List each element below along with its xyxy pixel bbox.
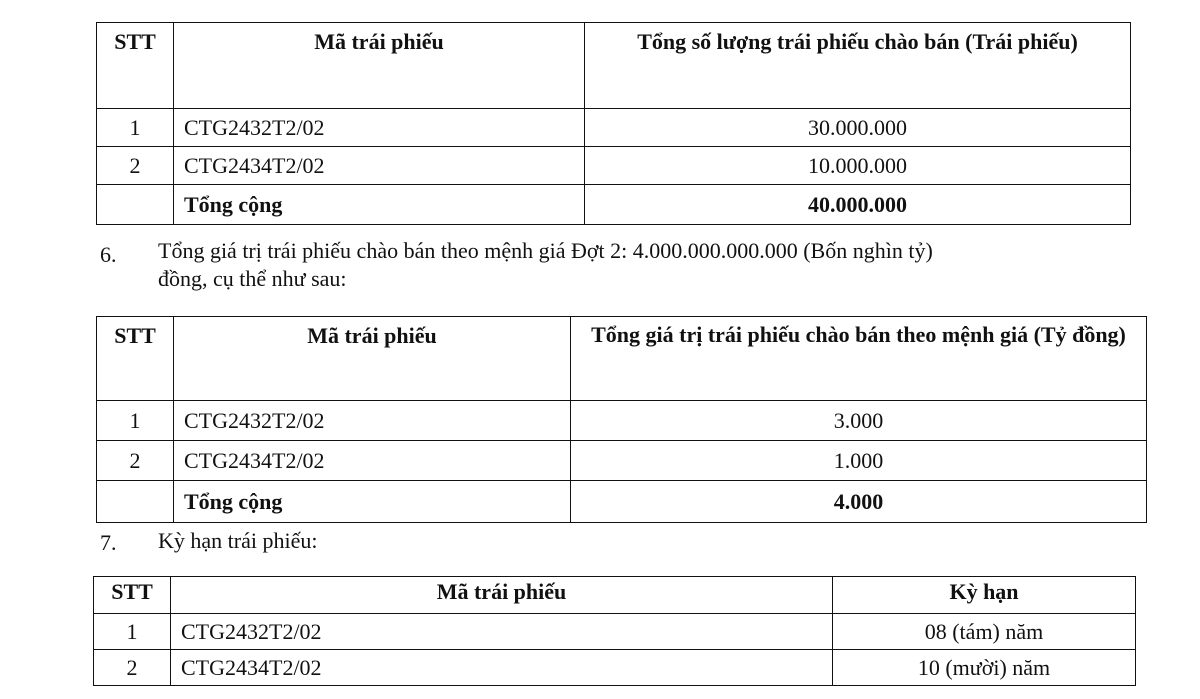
stt-header: STT (94, 577, 171, 614)
section-text-line2: đồng, cụ thể như sau: (158, 266, 347, 291)
table-row (94, 614, 1136, 650)
section-text-line1: Tổng giá trị trái phiếu chào bán theo mệnh giá Đợt 2: 4.000.000.000.000 (Bốn nghìn tỷ) (158, 238, 933, 263)
table-row (97, 401, 1147, 441)
total-label: Tổng cộng (174, 481, 571, 523)
total-value: 4.000 (571, 481, 1147, 523)
bond-value-table (96, 316, 1147, 523)
bond-code-cell: CTG2434T2/02 (174, 441, 571, 481)
term-cell: 08 (tám) năm (833, 614, 1136, 650)
table-row (97, 147, 1131, 185)
section-text: Kỳ hạn trái phiếu: (158, 528, 318, 553)
table-header-row (97, 317, 1147, 401)
stt-cell: 1 (94, 614, 171, 650)
table-row (97, 441, 1147, 481)
section-7 (100, 528, 700, 556)
stt-cell: 2 (94, 650, 171, 686)
bond-code-cell: CTG2432T2/02 (174, 109, 585, 147)
value-header: Tổng giá trị trái phiếu chào bán theo mệnh giá (Tỷ đồng) (571, 317, 1147, 401)
quantity-cell: 30.000.000 (585, 109, 1131, 147)
stt-header: STT (97, 317, 174, 401)
table-row (94, 650, 1136, 686)
empty-cell (97, 481, 174, 523)
stt-cell: 2 (97, 441, 174, 481)
empty-cell (97, 185, 174, 225)
stt-cell: 1 (97, 109, 174, 147)
section-6 (100, 238, 1160, 294)
total-row (97, 185, 1131, 225)
table-header-row (97, 23, 1131, 109)
stt-cell: 1 (97, 401, 174, 441)
bond-code-cell: CTG2434T2/02 (174, 147, 585, 185)
bond-code-cell: CTG2432T2/02 (171, 614, 833, 650)
bond-code-header: Mã trái phiếu (174, 317, 571, 401)
section-number: 6. (100, 242, 117, 267)
stt-cell: 2 (97, 147, 174, 185)
bond-code-header: Mã trái phiếu (174, 23, 585, 109)
total-value: 40.000.000 (585, 185, 1131, 225)
term-header: Kỳ hạn (833, 577, 1136, 614)
term-cell: 10 (mười) năm (833, 650, 1136, 686)
bond-code-cell: CTG2434T2/02 (171, 650, 833, 686)
bond-code-cell: CTG2432T2/02 (174, 401, 571, 441)
quantity-cell: 10.000.000 (585, 147, 1131, 185)
quantity-header: Tổng số lượng trái phiếu chào bán (Trái phiếu) (585, 23, 1131, 109)
bond-quantity-table (96, 22, 1131, 225)
section-number: 7. (100, 530, 117, 555)
value-cell: 3.000 (571, 401, 1147, 441)
value-cell: 1.000 (571, 441, 1147, 481)
stt-header: STT (97, 23, 174, 109)
bond-code-header: Mã trái phiếu (171, 577, 833, 614)
total-row (97, 481, 1147, 523)
table-row (97, 109, 1131, 147)
table-header-row (94, 577, 1136, 614)
bond-term-table (93, 576, 1136, 686)
total-label: Tổng cộng (174, 185, 585, 225)
